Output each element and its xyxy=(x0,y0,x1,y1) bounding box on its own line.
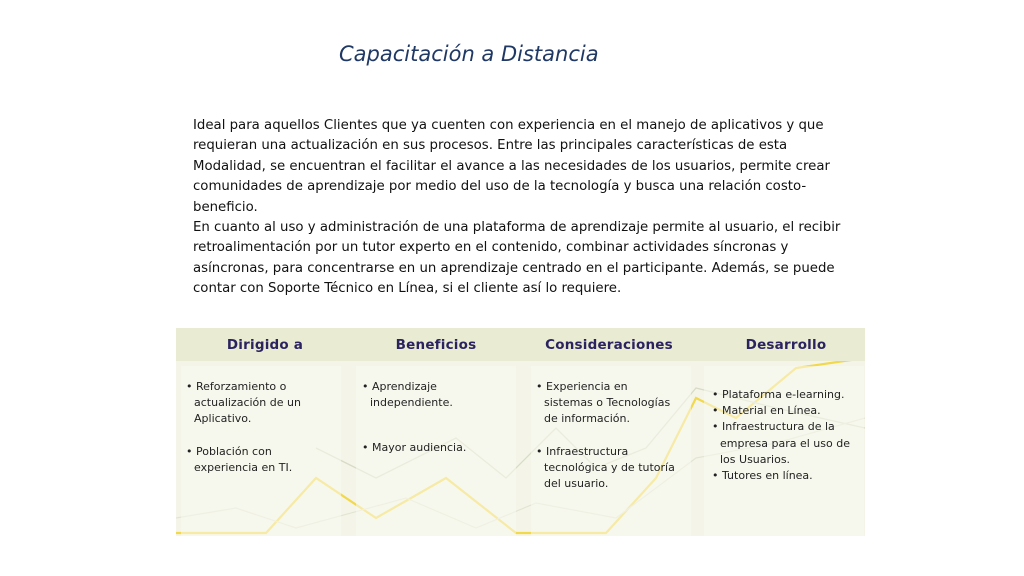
list-item: • Infraestructura de la empresa para el uso de los Usuarios. xyxy=(712,419,857,468)
header-dirigido-a: Dirigido a xyxy=(226,337,304,353)
list-item: • Población con experiencia en TI. xyxy=(186,444,334,476)
column-dirigido-a xyxy=(186,379,334,476)
header-consideraciones: Consideraciones xyxy=(545,337,673,353)
header-desarrollo: Desarrollo xyxy=(745,337,827,353)
list-item: • Infraestructura tecnológica y de tutoría del usuario. xyxy=(536,444,678,493)
body-text xyxy=(193,116,843,300)
list-item: • Reforzamiento o actualización de un Aplicativo. xyxy=(186,379,334,428)
comparison-table xyxy=(176,328,865,536)
list-item: • Material en Línea. xyxy=(712,403,857,419)
list-item: • Plataforma e-learning. xyxy=(712,387,857,403)
slide-title: Capacitación a Distancia xyxy=(339,42,599,66)
column-beneficios xyxy=(362,379,502,457)
paragraph-1: Ideal para aquellos Clientes que ya cuenten con experiencia en el manejo de aplicativos y que requieran una actualización en sus procesos. Entre las principales características de esta Modalidad, se encuentran el facilitar el avance a las necesidades de los usuarios, permite crear comunidades de aprendizaje por medio del uso de la tecnología y busca una relación costo-beneficio. xyxy=(193,118,830,215)
column-consideraciones xyxy=(536,379,678,492)
list-item: • Mayor audiencia. xyxy=(362,440,502,456)
paragraph-2: En cuanto al uso y administración de una plataforma de aprendizaje permite al usuario, el recibir retroalimentación por un tutor experto en el contenido, combinar actividades síncronas y asíncronas, para concentrarse en un aprendizaje centrado en el participante. Además, se puede contar con Soporte Técnico en Línea, si el cliente así lo requiere. xyxy=(193,220,841,297)
column-desarrollo xyxy=(712,387,857,484)
list-item: • Aprendizaje independiente. xyxy=(362,379,502,411)
list-item: • Tutores en línea. xyxy=(712,468,857,484)
header-beneficios: Beneficios xyxy=(395,337,477,353)
list-item: • Experiencia en sistemas o Tecnologías de información. xyxy=(536,379,678,428)
